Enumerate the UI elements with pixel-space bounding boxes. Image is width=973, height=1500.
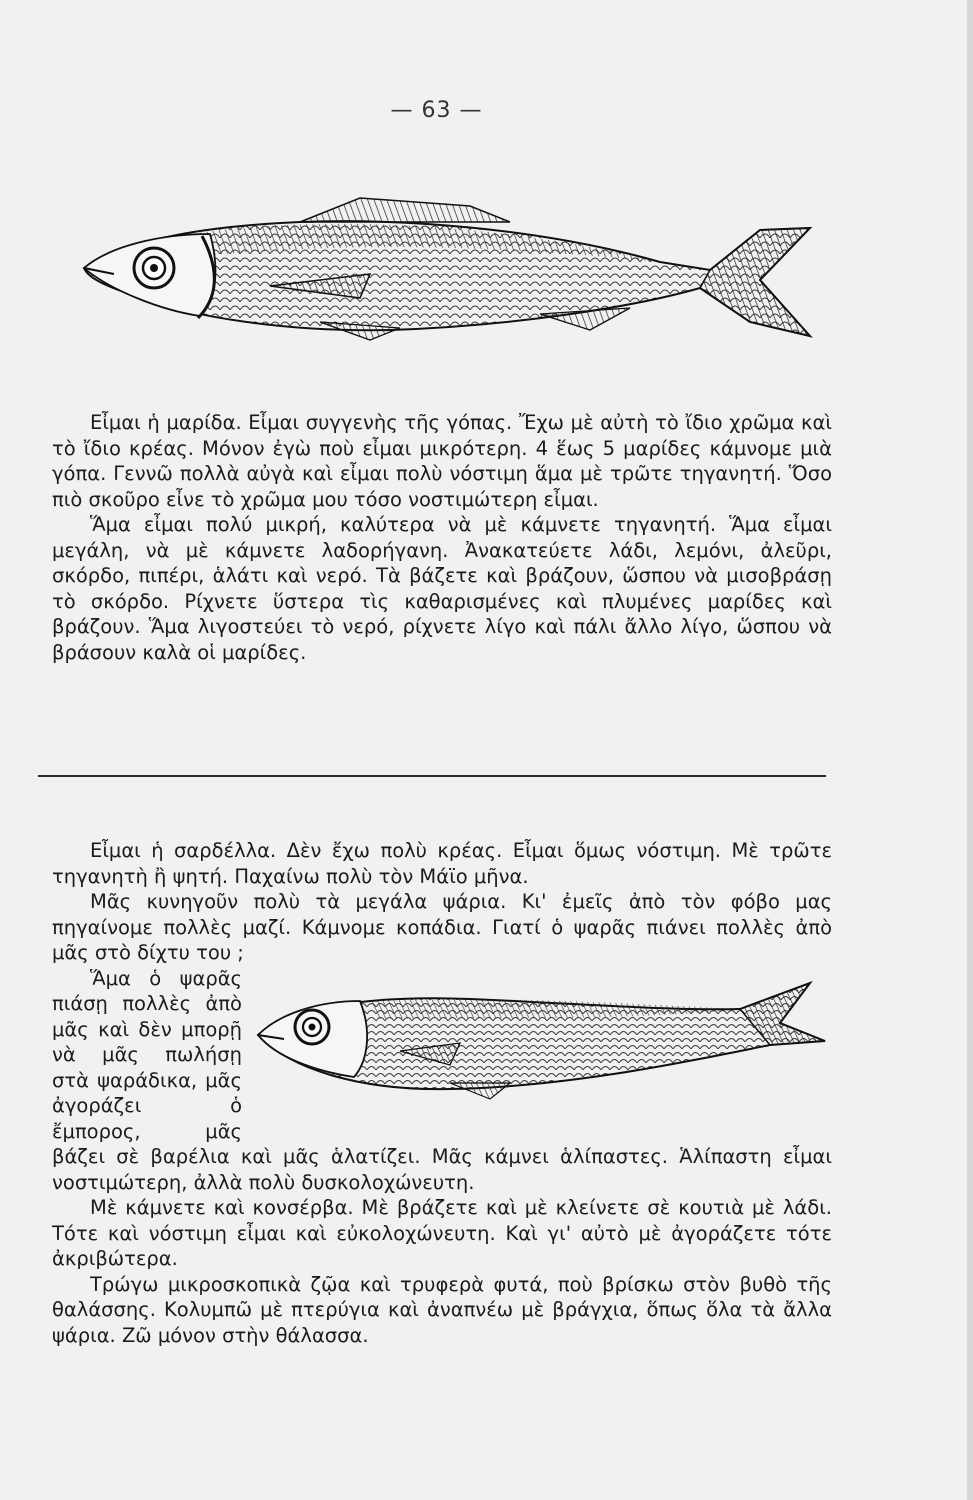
picarel-paragraph: Εἶμαι ἡ μαρίδα. Εἶμαι συγγενὴς τῆς γόπας. Ἔχω μὲ αὐτὴ τὸ ἴδιο χρῶμα καὶ τὸ ἴδιο κρέας. Μόνον ἐγὼ ποὺ εἶμαι μικρότερη. 4 ἕως 5 μαρίδες κάμνομε μιὰ γόπα. Γεννῶ πολλὰ αὐγὰ καὶ εἶμαι πολὺ νόστιμη ἅμα μὲ τρῶτε τηγανητή. Ὅσο πιὸ σκοῦρο εἶνε τὸ χρῶμα μου τόσο νοστιμώτερη εἶμαι. [52,411,832,511]
page-edge-shadow [967,0,973,1500]
sardine-paragraph-schools: Μᾶς κυνηγοῦν πολὺ τὰ μεγάλα ψάρια. Κι' ἐμεῖς ἀπὸ τὸν φόβο μας πηγαίνομε πολλὲς μαζί. Κάμνομε κοπάδια. Γιατί ὁ ψαρᾶς πιάνει πολλὲς ἀπὸ μᾶς στὸ δίχτυ του ; [52,890,832,964]
sardine-paragraph-intro: Εἶμαι ἡ σαρδέλλα. Δὲν ἔχω πολὺ κρέας. Εἶμαι ὅμως νόστιμη. Μὲ τρῶτε τηγανητὴ ἢ ψητή. Παχαίνω πολὺ τὸν Μάϊο μῆνα. [52,839,832,888]
picarel-recipe-paragraph: Ἅμα εἶμαι πολύ μικρή, καλύτερα νὰ μὲ κάμνετε τηγανητή. Ἅμα εἶμαι μεγάλη, νὰ μὲ κάμνετε λαδορήγανη. Ἀνακατεύετε λάδι, λεμόνι, ἀλεῦρι, σκόρδο, πιπέρι, ἁλάτι καὶ νερό. Τὰ βάζετε καὶ βράζουν, ὥσπου νὰ μισοβράσῃ τὸ σκόρδο. Ρίχνετε ὕστερα τὶς καθαρισμένες καὶ πλυμένες μαρίδες καὶ βράζουν. Ἅμα λιγοστεύει τὸ νερό, ρίχνετε λίγο καὶ πάλι ἄλλο λίγο, ὥσπου νὰ βράσουν καλὰ οἱ μαρίδες. [52,513,832,664]
picarel-text [52,410,832,665]
sardine-paragraph-salted: Ἅμα ὁ ψαρᾶς πιάσῃ πολλὲς ἀπὸ μᾶς καὶ δὲν μπορῇ νὰ μᾶς πωλήσῃ στὰ ψαράδικα, μᾶς ἀγοράζει ὁ ἔμπορος, μᾶς βάζει σὲ βαρέλια καὶ μᾶς ἁλατίζει. Μᾶς κάμνει ἁλίπαστες. Ἁλίπαστη εἶμαι νοστιμώτερη, ἀλλὰ πολὺ δυσκολοχώνευτη. [52,966,832,1194]
illustration-wrap-space [242,966,832,1134]
section-divider [38,775,826,777]
sardine-paragraph-diet: Τρώγω μικροσκοπικὰ ζῷα καὶ τρυφερὰ φυτά, ποὺ βρίσκω στὸν βυθὸ τῆς θαλάσσης. Κολυμπῶ μὲ πτερύγια καὶ ἀναπνέω μὲ βράγχια, ὅπως ὅλα τὰ ἄλλα ψάρια. Ζῶ μόνον στὴν θάλασσα. [52,1272,832,1347]
sardine-paragraph-canned: Μὲ κάμνετε καὶ κονσέρβα. Μὲ βράζετε καὶ μὲ κλείνετε σὲ κουτιὰ μὲ λάδι. Τότε καὶ νόστιμη εἶμαι καὶ εὐκολοχώνευτη. Καὶ γι' αὐτὸ μὲ ἀγοράζετε τότε ἀκριβώτερα. [52,1196,832,1270]
sardine-text [52,838,832,1348]
picarel-fish-illustration [70,190,830,360]
page-number: — 63 — [390,98,483,123]
